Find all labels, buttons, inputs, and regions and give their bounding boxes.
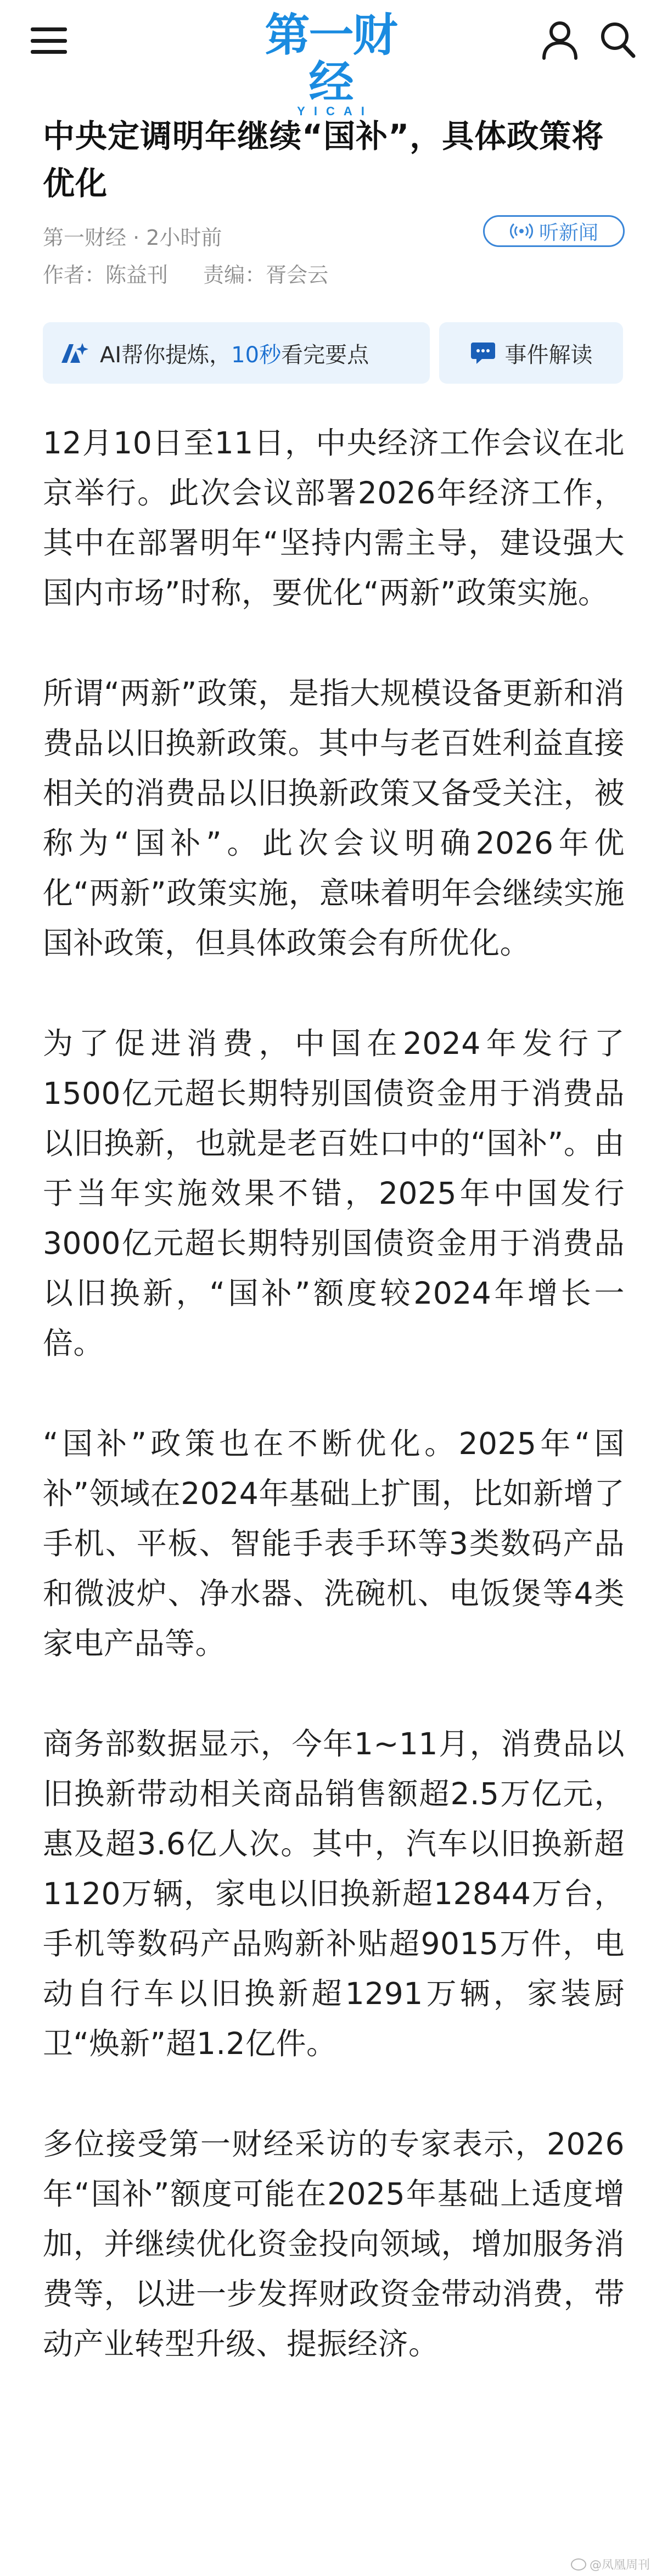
article-title: 中央定调明年继续“国补”，具体政策将优化 — [43, 117, 604, 202]
search-icon[interactable] — [598, 20, 637, 60]
ai-summary-prefix: AI帮你提炼， — [100, 342, 232, 368]
watermark-text: @凤凰周刊 — [589, 2558, 650, 2572]
source-and-time: 第一财经 · 2小时前 — [43, 226, 222, 250]
logo-subtext: YICAI — [297, 104, 373, 118]
event-interpretation-label: 事件解读 — [504, 342, 593, 368]
author-editor-line — [43, 258, 357, 288]
menu-line — [31, 39, 67, 43]
ai-summary-highlight: 10秒 — [231, 342, 282, 368]
event-interpretation-button[interactable] — [439, 322, 623, 384]
article-body — [43, 418, 625, 2420]
article-paragraph: “国补”政策也在不断优化。2025年“国补”领域在2024年基础上扩围，比如新增了手机、平板、智能手表手环等3类数码产品和微波炉、净水器、洗碗机、电饭煲等4类家电产品等。 — [43, 1426, 625, 1661]
meta-row — [43, 215, 625, 248]
menu-line — [31, 50, 67, 54]
ai-summary-button[interactable] — [43, 322, 430, 384]
article-paragraph: 为了促进消费，中国在2024年发行了1500亿元超长期特别国债资金用于消费品以旧换新，也就是老百姓口中的“国补”。由于当年实施效果不错，2025年中国发行3000亿元超长期特别国债资金用于消费品以旧换新，“国补”额度较2024年增长一倍。 — [43, 1026, 625, 1361]
listen-news-label: 听新闻 — [538, 221, 598, 244]
menu-line — [31, 27, 67, 31]
watermark — [571, 2556, 650, 2573]
user-icon[interactable] — [541, 20, 579, 60]
hamburger-menu-icon[interactable] — [29, 24, 69, 57]
article-paragraph: 所谓“两新”政策，是指大规模设备更新和消费品以旧换新政策。其中与老百姓利益直接相关的消费品以旧换新政策又备受关注，被称为“国补”。此次会议明确2026年优化“两新”政策实施，意味着明年会继续实施国补政策，但具体政策会有所优化。 — [43, 676, 625, 961]
article-paragraph: 商务部数据显示，今年1~11月，消费品以旧换新带动相关商品销售额超2.5万亿元，惠及超3.6亿人次。其中，汽车以旧换新超1120万辆，家电以旧换新超12844万台，手机等数码产品购新补贴超9015万件，电动自行车以旧换新超1291万辆，家装厨卫“焕新”超1.2亿件。 — [43, 1726, 625, 2061]
logo-text: 第一财经 — [265, 9, 397, 109]
chat-bubble-icon — [470, 340, 496, 366]
listen-news-button[interactable] — [483, 215, 625, 247]
ai-summary-suffix: 看完要点 — [281, 342, 369, 368]
broadcast-icon — [509, 222, 534, 240]
editor-name: 责编：胥会云 — [203, 263, 329, 287]
ai-spark-icon — [59, 341, 90, 365]
top-nav-bar — [0, 0, 662, 118]
weibo-icon — [571, 2558, 586, 2571]
yicai-logo[interactable] — [250, 9, 412, 118]
author-name: 作者：陈益刊 — [43, 263, 169, 287]
article-paragraph: 多位接受第一财经采访的专家表示，2026年“国补”额度可能在2025年基础上适度增加，并继续优化资金投向领域，增加服务消费等，以进一步发挥财政资金带动消费，带动产业转型升级、提振经济。 — [43, 2126, 625, 2361]
article-paragraph: 12月10日至11日，中央经济工作会议在北京举行。此次会议部署2026年经济工作，其中在部署明年“坚持内需主导，建设强大国内市场”时称，要优化“两新”政策实施。 — [43, 425, 625, 610]
